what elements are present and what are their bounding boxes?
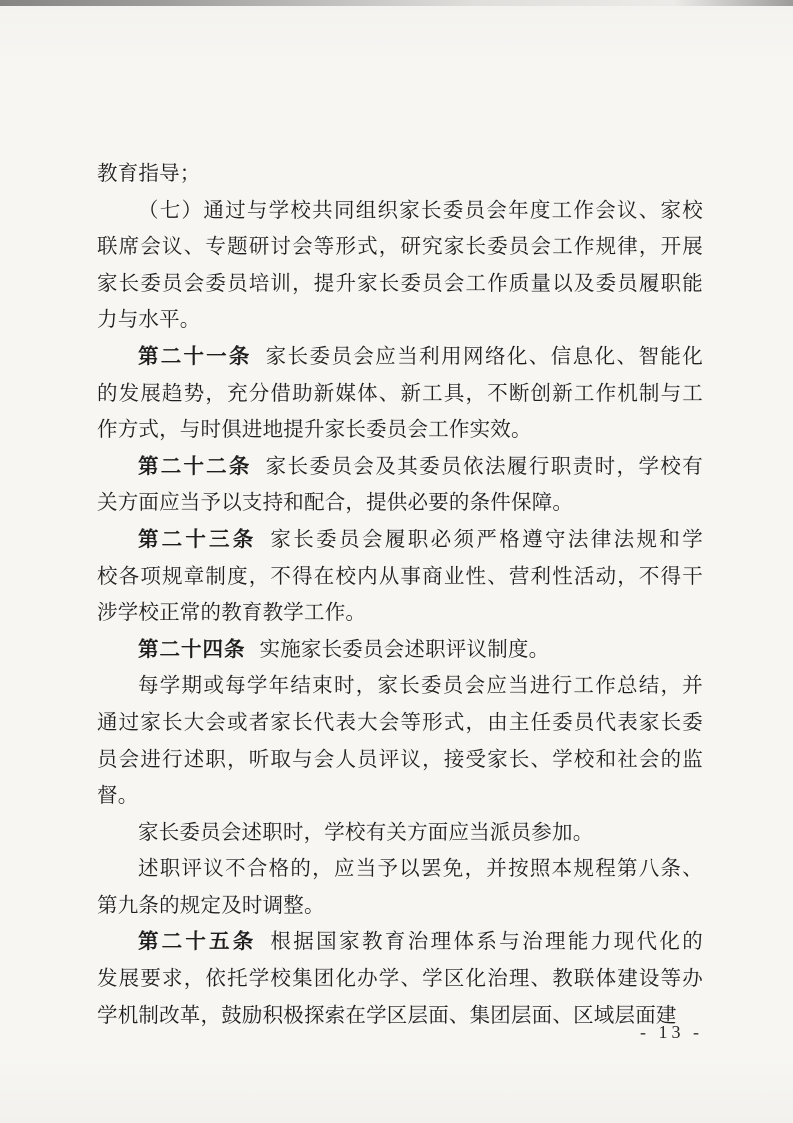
line-text: 通过家长大会或者家长代表大会等形式，由主任委员代表家长委 <box>97 709 703 734</box>
text-line <box>97 887 703 924</box>
article-paragraph <box>97 338 703 448</box>
article-paragraph <box>97 448 703 521</box>
line-text: 家长委员会应当利用网络化、信息化、智能化 <box>265 343 704 368</box>
line-text: 家长委员会委员培训，提升家长委员会工作质量以及委员履职能 <box>97 270 703 295</box>
text-line <box>97 228 703 265</box>
line-text: 每学期或每学年结束时，家长委员会应当进行工作总结，并 <box>138 673 703 698</box>
paragraph <box>97 667 703 813</box>
line-text: 家长委员会及其委员依法履行职责时，学校有 <box>265 453 704 478</box>
text-line <box>97 594 703 631</box>
line-text: 述职评议不合格的，应当予以罢免，并按照本规程第八条、 <box>138 856 703 881</box>
line-text: 发展要求，依托学校集团化办学、学区化治理、教联体建设等办 <box>97 966 703 991</box>
line-text: 教育指导； <box>97 161 201 185</box>
text-line <box>97 521 703 558</box>
text-line <box>97 484 703 521</box>
text-line <box>97 375 703 412</box>
text-line <box>97 192 703 229</box>
line-text: 家长委员会述职时，学校有关方面应当派员参加。 <box>138 819 594 844</box>
scan-edge-mark <box>673 0 793 6</box>
text-line <box>97 667 703 704</box>
text-line <box>97 155 703 192</box>
paragraph <box>97 814 703 851</box>
text-line <box>97 850 703 887</box>
line-text: 家长委员会履职必须严格遵守法律法规和学 <box>270 526 703 551</box>
line-text: 涉学校正常的教育教学工作。 <box>97 600 367 625</box>
line-text: 学机制改革，鼓励积极探索在学区层面、集团层面、区域层面建 <box>97 1002 677 1027</box>
paragraph <box>97 155 703 192</box>
line-text: 员会进行述职，听取与会人员评议，接受家长、学校和社会的监 <box>97 746 703 771</box>
line-text: 关方面应当予以支持和配合，提供必要的条件保障。 <box>97 490 574 515</box>
page-number: - 13 - <box>640 1022 703 1042</box>
line-text: 作方式，与时俱进地提升家长委员会工作实效。 <box>97 417 532 442</box>
text-line <box>97 631 703 668</box>
line-text: 力与水平。 <box>97 307 201 332</box>
text-line <box>97 411 703 448</box>
article-paragraph <box>97 923 703 1033</box>
document-body <box>97 155 703 1033</box>
article-number: 第二十三条 <box>138 526 257 551</box>
text-line <box>97 448 703 485</box>
text-line <box>97 558 703 595</box>
line-text: （七）通过与学校共同组织家长委员会年度工作会议、家校 <box>138 197 703 222</box>
line-text: 实施家长委员会述职评议制度。 <box>259 636 550 661</box>
text-line <box>97 265 703 302</box>
line-text: 的发展趋势，充分借助新媒体、新工具，不断创新工作机制与工 <box>97 380 703 405</box>
text-line <box>97 301 703 338</box>
line-text: 校各项规章制度，不得在校内从事商业性、营利性活动，不得干 <box>97 563 703 588</box>
line-text: 联席会议、专题研讨会等形式，研究家长委员会工作规律，开展 <box>97 234 703 259</box>
line-text: 根据国家教育治理体系与治理能力现代化的 <box>270 929 703 954</box>
text-line <box>97 741 703 778</box>
text-line <box>97 997 703 1034</box>
article-paragraph <box>97 521 703 631</box>
text-line <box>97 923 703 960</box>
paragraph <box>97 850 703 923</box>
article-number: 第二十五条 <box>138 929 257 954</box>
text-line <box>97 777 703 814</box>
article-number: 第二十二条 <box>138 453 252 478</box>
article-paragraph <box>97 631 703 668</box>
text-line <box>97 704 703 741</box>
line-text: 督。 <box>97 783 139 808</box>
text-line <box>97 338 703 375</box>
line-text: 第九条的规定及时调整。 <box>97 892 325 917</box>
paragraph <box>97 192 703 338</box>
text-line <box>97 814 703 851</box>
article-number: 第二十四条 <box>138 636 246 661</box>
text-line <box>97 960 703 997</box>
article-number: 第二十一条 <box>138 343 252 368</box>
